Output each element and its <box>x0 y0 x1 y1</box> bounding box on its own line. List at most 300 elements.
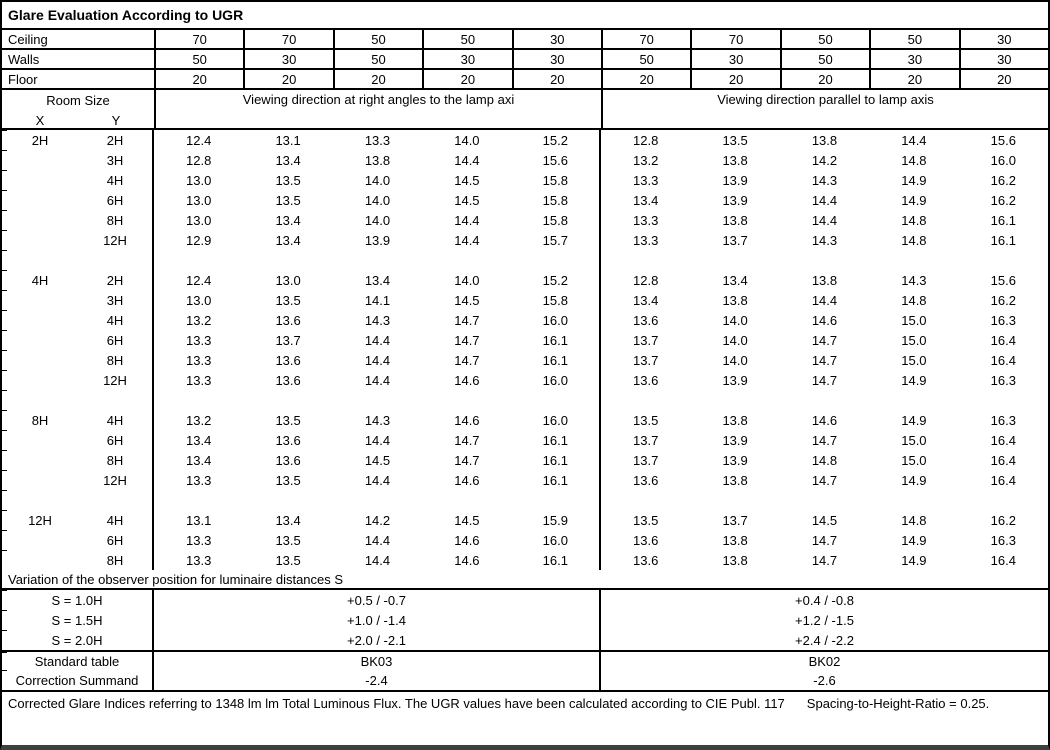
ugr-value: 13.5 <box>275 532 301 548</box>
ugr-value: 13.3 <box>364 132 391 148</box>
ugr-value: 14.5 <box>454 512 480 528</box>
room-y-value: 12H <box>78 370 154 390</box>
room-y-value: 12H <box>78 470 154 490</box>
ugr-value: 13.7 <box>722 232 748 248</box>
ugr-value: 16.1 <box>512 430 601 450</box>
ugr-value: 13.9 <box>722 432 748 448</box>
ugr-value: 16.3 <box>990 312 1016 328</box>
room-y-value: 8H <box>78 350 154 370</box>
room-y-value: 4H <box>78 410 154 430</box>
ugr-value: 14.9 <box>901 192 927 208</box>
ugr-value: 16.4 <box>990 552 1016 568</box>
ugr-value: 13.6 <box>275 432 301 448</box>
ugr-value: 14.8 <box>901 232 927 248</box>
room-x-value <box>2 310 78 330</box>
ugr-value: 14.4 <box>364 472 391 488</box>
ugr-value: 13.3 <box>186 332 212 348</box>
ugr-value: 14.0 <box>364 172 391 188</box>
ugr-data-row <box>2 130 1048 150</box>
ugr-value: 14.7 <box>811 552 838 568</box>
ugr-value: 12.8 <box>633 132 659 148</box>
ugr-value: 16.4 <box>990 332 1016 348</box>
ugr-value: 14.7 <box>811 332 838 348</box>
surface-value: 70 <box>154 30 243 48</box>
roomsize-y-label: Y <box>111 112 121 128</box>
ugr-value: 16.4 <box>990 432 1016 448</box>
variation-value-right: +1.2 / -1.5 <box>795 612 854 628</box>
ugr-data-row <box>2 530 1048 550</box>
summary-row <box>2 650 1048 670</box>
ugr-value: 14.3 <box>901 272 927 288</box>
surface-row-label: Walls <box>8 51 40 67</box>
ugr-value: 13.9 <box>722 172 748 188</box>
summary-value-right: -2.6 <box>813 672 836 688</box>
ugr-value: 14.9 <box>901 372 927 388</box>
variation-row <box>2 610 1048 630</box>
surface-value: 20 <box>780 70 869 88</box>
ugr-value: 13.3 <box>633 172 659 188</box>
ugr-data-row <box>2 290 1048 310</box>
ugr-spacer-row <box>2 250 1048 270</box>
ugr-value: 14.7 <box>811 432 838 448</box>
ugr-value: 14.7 <box>811 472 838 488</box>
ugr-value: 13.6 <box>633 532 659 548</box>
summary-value-left: -2.4 <box>154 670 601 690</box>
ugr-value: 14.4 <box>901 132 927 148</box>
ugr-value: 13.4 <box>275 232 301 248</box>
ugr-value: 13.4 <box>186 432 212 448</box>
surface-row <box>2 50 1048 70</box>
ugr-value: 14.5 <box>454 172 480 188</box>
ugr-value: 14.6 <box>454 372 480 388</box>
surface-value: 30 <box>959 50 1048 68</box>
summary-row <box>2 670 1048 690</box>
ugr-value: 16.2 <box>990 512 1016 528</box>
ugr-value: 16.3 <box>990 412 1016 428</box>
summary-rows <box>2 650 1048 690</box>
room-x-value <box>2 550 78 570</box>
ugr-value: 16.1 <box>512 550 601 570</box>
room-x-value <box>2 230 78 250</box>
ugr-value: 16.0 <box>512 370 601 390</box>
ugr-value: 13.5 <box>275 472 301 488</box>
ugr-value: 16.1 <box>512 350 601 370</box>
ugr-value: 13.8 <box>722 532 748 548</box>
roomsize-x-label: X <box>35 112 45 128</box>
ugr-value: 14.7 <box>811 352 838 368</box>
surface-value: 20 <box>601 70 690 88</box>
ugr-value: 15.6 <box>990 132 1016 148</box>
surface-value: 30 <box>243 50 332 68</box>
spacer-left-cell <box>154 250 601 270</box>
room-y-value: 4H <box>78 510 154 530</box>
ugr-value: 14.3 <box>364 312 391 328</box>
ugr-value: 12.4 <box>186 272 212 288</box>
ugr-value: 13.2 <box>186 412 212 428</box>
ugr-value: 13.4 <box>275 212 301 228</box>
surface-value: 30 <box>422 50 511 68</box>
ugr-value: 13.5 <box>275 292 301 308</box>
ugr-value: 14.9 <box>901 412 927 428</box>
ugr-value: 16.4 <box>990 352 1016 368</box>
ugr-value: 13.6 <box>275 312 301 328</box>
ugr-value: 14.7 <box>454 352 480 368</box>
surface-value: 20 <box>333 70 422 88</box>
footer-note <box>2 690 1048 745</box>
ugr-value: 16.2 <box>990 292 1016 308</box>
ugr-value: 12.8 <box>186 152 212 168</box>
ugr-value: 13.4 <box>364 272 391 288</box>
surface-value: 70 <box>690 30 779 48</box>
variation-value-right: +2.4 / -2.2 <box>795 632 854 648</box>
room-x-value <box>2 470 78 490</box>
room-x-value: 2H <box>31 132 49 148</box>
ugr-value: 13.0 <box>186 192 212 208</box>
ugr-value: 15.0 <box>901 312 927 328</box>
ugr-value: 13.0 <box>186 292 212 308</box>
ugr-value: 14.8 <box>901 152 927 168</box>
spacer-right-cell <box>601 250 1048 270</box>
room-x-value <box>2 290 78 310</box>
ugr-value: 16.1 <box>512 470 601 490</box>
ugr-value: 14.0 <box>722 312 748 328</box>
surface-value: 20 <box>959 70 1048 88</box>
ugr-value: 14.5 <box>454 292 480 308</box>
room-x-value <box>2 170 78 190</box>
ugr-value: 14.4 <box>454 232 480 248</box>
variation-row <box>2 590 1048 610</box>
ugr-value: 14.4 <box>811 292 838 308</box>
surface-row <box>2 30 1048 50</box>
ugr-data-row <box>2 190 1048 210</box>
surface-value: 50 <box>333 50 422 68</box>
ugr-value: 16.2 <box>990 192 1016 208</box>
title-row <box>2 2 1048 30</box>
ugr-value: 13.5 <box>633 412 659 428</box>
surface-value: 50 <box>422 30 511 48</box>
room-x-value <box>2 210 78 230</box>
footer-text-shr: Spacing-to-Height-Ratio = 0.25. <box>806 696 990 711</box>
variation-label: S = 1.5H <box>2 610 154 630</box>
surface-value: 30 <box>690 50 779 68</box>
footer-text-flux: Corrected Glare Indices referring to 1348 lm lm Total Luminous Flux. The UGR values have been calculated according to CIE Publ. 117 <box>8 696 785 711</box>
ugr-value: 13.8 <box>722 212 748 228</box>
room-x-value: 12H <box>28 512 52 528</box>
roomsize-xy <box>2 110 154 130</box>
ugr-value: 13.6 <box>633 552 659 568</box>
surface-value: 20 <box>512 70 601 88</box>
ugr-value: 14.3 <box>364 412 391 428</box>
ugr-value: 13.9 <box>364 232 391 248</box>
ugr-value: 13.3 <box>186 532 212 548</box>
ugr-value: 15.8 <box>512 170 601 190</box>
surface-value: 70 <box>243 30 332 48</box>
ugr-value: 14.6 <box>454 472 480 488</box>
ugr-value: 13.3 <box>186 372 212 388</box>
ugr-value: 16.1 <box>990 212 1016 228</box>
ugr-value: 14.4 <box>454 212 480 228</box>
ugr-value: 13.6 <box>275 452 301 468</box>
spacer-label-cell <box>2 250 154 270</box>
room-x-value: 8H <box>31 412 49 428</box>
ugr-value: 14.0 <box>454 132 480 148</box>
ugr-value: 13.7 <box>633 452 659 468</box>
ugr-value: 13.4 <box>275 152 301 168</box>
ugr-value: 16.4 <box>990 472 1016 488</box>
ugr-value: 14.7 <box>454 332 480 348</box>
ugr-value: 13.9 <box>722 452 748 468</box>
ugr-value: 13.4 <box>633 292 659 308</box>
ugr-value: 14.9 <box>901 532 927 548</box>
ugr-value: 14.0 <box>722 352 748 368</box>
ugr-value: 13.4 <box>722 272 748 288</box>
variation-value-left: +0.5 / -0.7 <box>154 590 601 610</box>
ugr-value: 13.7 <box>633 432 659 448</box>
ugr-value: 14.7 <box>811 372 838 388</box>
ugr-value: 13.5 <box>275 552 301 568</box>
ugr-data-row <box>2 230 1048 250</box>
room-x-value <box>2 330 78 350</box>
ugr-value: 15.8 <box>512 190 601 210</box>
ugr-value: 13.7 <box>633 332 659 348</box>
ugr-value: 14.1 <box>364 292 391 308</box>
room-x-value <box>2 370 78 390</box>
ugr-value: 14.7 <box>454 312 480 328</box>
ugr-data-row <box>2 410 1048 430</box>
ugr-value: 13.7 <box>633 352 659 368</box>
ugr-data-row <box>2 170 1048 190</box>
ugr-value: 16.3 <box>990 372 1016 388</box>
ugr-data-row <box>2 370 1048 390</box>
surface-value: 70 <box>601 30 690 48</box>
ugr-value: 13.3 <box>633 232 659 248</box>
summary-label: Correction Summand <box>2 670 154 690</box>
summary-value-left: BK03 <box>154 652 601 670</box>
surface-row-label: Floor <box>8 71 38 87</box>
ugr-value: 13.0 <box>275 272 301 288</box>
ugr-data-row <box>2 310 1048 330</box>
room-y-value: 4H <box>78 310 154 330</box>
ugr-value: 13.8 <box>722 292 748 308</box>
ugr-value: 13.3 <box>633 212 659 228</box>
ugr-value: 14.7 <box>454 432 480 448</box>
ugr-value: 15.0 <box>901 452 927 468</box>
ugr-value: 14.6 <box>811 312 838 328</box>
surface-value: 20 <box>690 70 779 88</box>
surface-value: 50 <box>601 50 690 68</box>
ugr-data-row <box>2 550 1048 570</box>
page-title: Glare Evaluation According to UGR <box>8 7 244 23</box>
ugr-value: 14.4 <box>364 332 391 348</box>
ugr-value: 14.3 <box>811 232 838 248</box>
ugr-value: 13.8 <box>722 552 748 568</box>
ugr-value: 14.4 <box>364 372 391 388</box>
ugr-value: 13.0 <box>186 172 212 188</box>
ugr-value: 14.4 <box>364 432 391 448</box>
ugr-value: 13.6 <box>633 472 659 488</box>
ugr-value: 15.2 <box>512 130 601 150</box>
ugr-value: 13.3 <box>186 472 212 488</box>
ugr-value: 14.5 <box>811 512 838 528</box>
ugr-data-row <box>2 470 1048 490</box>
ugr-data-row <box>2 150 1048 170</box>
surface-value: 50 <box>780 50 869 68</box>
ugr-value: 14.2 <box>811 152 838 168</box>
ugr-data-row <box>2 270 1048 290</box>
ugr-value: 16.1 <box>512 450 601 470</box>
ugr-value: 15.0 <box>901 352 927 368</box>
ugr-value: 13.8 <box>811 132 838 148</box>
ugr-value: 13.8 <box>722 412 748 428</box>
ugr-value: 14.4 <box>454 152 480 168</box>
ugr-value: 16.0 <box>990 152 1016 168</box>
surface-value: 30 <box>512 50 601 68</box>
ugr-value: 13.8 <box>722 152 748 168</box>
room-y-value: 8H <box>78 210 154 230</box>
ugr-value: 13.7 <box>722 512 748 528</box>
surface-value: 50 <box>869 30 958 48</box>
ugr-value: 14.0 <box>454 272 480 288</box>
ugr-value: 13.3 <box>186 552 212 568</box>
ugr-value: 13.6 <box>275 372 301 388</box>
ugr-value: 16.4 <box>990 452 1016 468</box>
roomsize-title: Room Size <box>46 92 110 108</box>
room-y-value: 6H <box>78 430 154 450</box>
ugr-value: 14.6 <box>454 532 480 548</box>
surface-value: 20 <box>422 70 511 88</box>
surface-value: 20 <box>869 70 958 88</box>
ugr-value: 12.9 <box>186 232 212 248</box>
room-y-value: 6H <box>78 330 154 350</box>
ugr-data-row <box>2 510 1048 530</box>
ugr-value: 13.3 <box>186 352 212 368</box>
variation-rows <box>2 590 1048 650</box>
room-x-value <box>2 350 78 370</box>
spacer-left-cell <box>154 490 601 510</box>
room-y-value: 12H <box>78 230 154 250</box>
ugr-value: 16.0 <box>512 530 601 550</box>
ugr-value: 15.8 <box>512 290 601 310</box>
variation-row <box>2 630 1048 650</box>
room-y-value: 2H <box>78 130 154 150</box>
ugr-value: 13.4 <box>186 452 212 468</box>
room-x-value <box>2 150 78 170</box>
variation-value-right: +0.4 / -0.8 <box>795 592 854 608</box>
spacer-right-cell <box>601 390 1048 410</box>
ugr-value: 12.4 <box>186 132 212 148</box>
ugr-value: 16.0 <box>512 410 601 430</box>
ugr-data-row <box>2 350 1048 370</box>
room-x-value: 4H <box>31 272 49 288</box>
ugr-value: 14.6 <box>454 552 480 568</box>
ugr-value: 14.0 <box>722 332 748 348</box>
room-y-value: 6H <box>78 530 154 550</box>
ugr-value: 14.3 <box>811 172 838 188</box>
surface-value: 50 <box>333 30 422 48</box>
summary-value-right: BK02 <box>808 653 841 669</box>
ugr-value: 14.4 <box>364 532 391 548</box>
ugr-value: 13.4 <box>633 192 659 208</box>
surface-value: 30 <box>959 30 1048 48</box>
spacer-left-cell <box>154 390 601 410</box>
ugr-value: 14.9 <box>901 472 927 488</box>
variation-label: S = 2.0H <box>2 630 154 650</box>
ugr-value: 16.1 <box>990 232 1016 248</box>
group-heading-right-angles: Viewing direction at right angles to the lamp axi <box>154 90 601 130</box>
ugr-value: 13.2 <box>633 152 659 168</box>
ugr-value: 13.0 <box>186 212 212 228</box>
ugr-value: 13.6 <box>633 312 659 328</box>
room-x-value <box>2 190 78 210</box>
ugr-value: 13.1 <box>275 132 301 148</box>
spacer-right-cell <box>601 490 1048 510</box>
variation-value-left: +2.0 / -2.1 <box>154 630 601 650</box>
ugr-value: 14.5 <box>454 192 480 208</box>
ugr-value: 13.6 <box>633 372 659 388</box>
variation-label: S = 1.0H <box>2 590 154 610</box>
ugr-value: 15.7 <box>512 230 601 250</box>
room-y-value: 8H <box>78 550 154 570</box>
ugr-value: 14.4 <box>364 352 391 368</box>
ugr-value: 14.4 <box>364 552 391 568</box>
room-x-value <box>2 430 78 450</box>
group-heading-parallel: Viewing direction parallel to lamp axis <box>601 90 1048 130</box>
room-y-value: 3H <box>78 290 154 310</box>
summary-label: Standard table <box>2 652 154 670</box>
surface-value: 20 <box>243 70 332 88</box>
ugr-value: 15.9 <box>512 510 601 530</box>
room-y-value: 8H <box>78 450 154 470</box>
ugr-value: 13.4 <box>275 512 301 528</box>
ugr-value: 14.0 <box>364 192 391 208</box>
ugr-value: 13.8 <box>722 472 748 488</box>
surface-value: 20 <box>154 70 243 88</box>
surface-row-label: Ceiling <box>8 31 48 47</box>
ugr-value: 13.9 <box>722 192 748 208</box>
ugr-value: 13.5 <box>275 172 301 188</box>
ugr-value: 12.8 <box>633 272 659 288</box>
ugr-value: 14.8 <box>901 512 927 528</box>
ugr-value: 15.6 <box>512 150 601 170</box>
ugr-value: 16.1 <box>512 330 601 350</box>
ugr-value: 14.7 <box>454 452 480 468</box>
ugr-value: 15.6 <box>990 272 1016 288</box>
room-y-value: 6H <box>78 190 154 210</box>
roomsize-label-cell <box>2 90 154 130</box>
ugr-value: 14.0 <box>364 212 391 228</box>
ugr-value: 15.8 <box>512 210 601 230</box>
ugr-value: 14.9 <box>901 552 927 568</box>
room-y-value: 4H <box>78 170 154 190</box>
ugr-value: 15.0 <box>901 432 927 448</box>
ugr-data-row <box>2 210 1048 230</box>
surface-value: 30 <box>512 30 601 48</box>
ugr-data-row <box>2 330 1048 350</box>
variation-heading: Variation of the observer position for luminaire distances S <box>2 570 1048 590</box>
ugr-data-row <box>2 430 1048 450</box>
ugr-value: 13.8 <box>811 272 838 288</box>
room-y-value: 2H <box>78 270 154 290</box>
ugr-value: 14.5 <box>364 452 391 468</box>
ugr-table-body <box>2 130 1048 570</box>
ugr-value: 13.1 <box>186 512 212 528</box>
ugr-value: 15.2 <box>512 270 601 290</box>
ugr-value: 14.6 <box>454 412 480 428</box>
ugr-data-row <box>2 450 1048 470</box>
spacer-label-cell <box>2 490 154 510</box>
spacer-label-cell <box>2 390 154 410</box>
ugr-value: 15.0 <box>901 332 927 348</box>
